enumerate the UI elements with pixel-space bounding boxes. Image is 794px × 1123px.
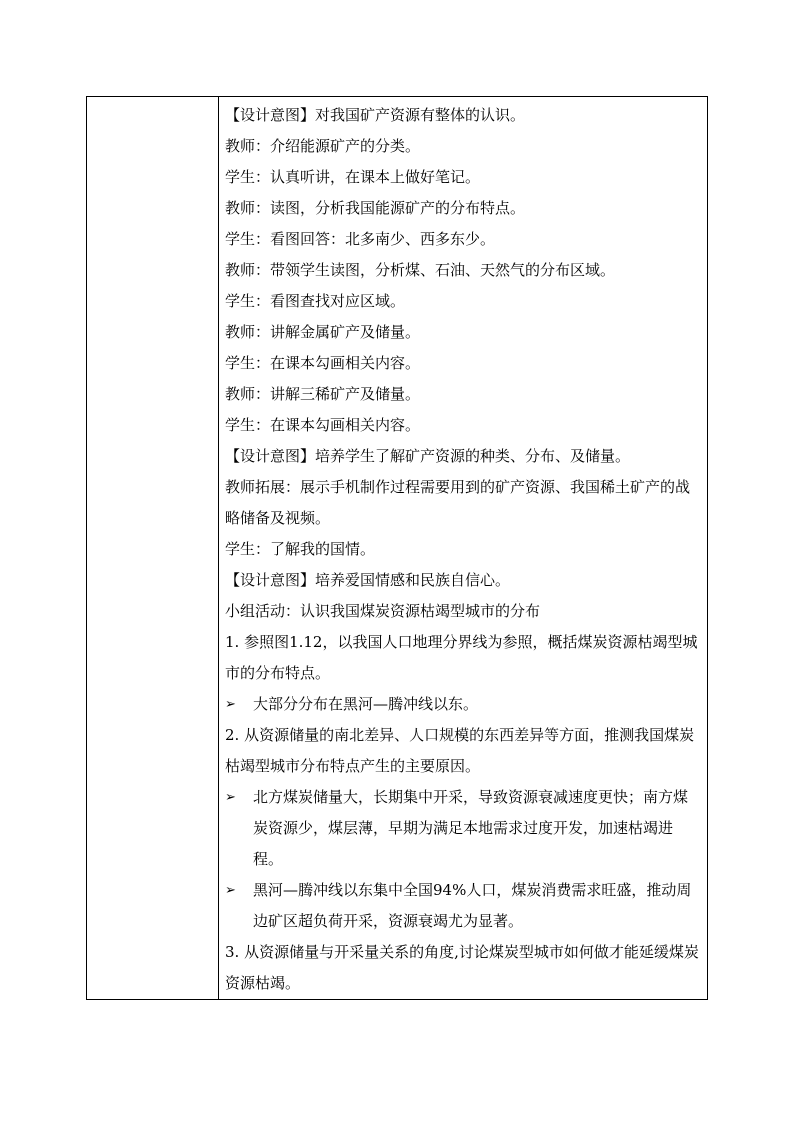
question-3: 3. 从资源储量与开采量关系的角度,讨论煤炭型城市如何做才能延缓煤炭资源枯竭。 [225,943,699,992]
answer-2-1 [225,782,699,875]
group-activity-title: 小组活动：认识我国煤炭资源枯竭型城市的分布 [225,602,541,620]
question-1: 1. 参照图1.12，以我国人口地理分界线为参照，概括煤炭资源枯竭型城市的分布特点。 [225,633,698,682]
table-row [87,97,708,1000]
student-line: 学生：在课本勾画相关内容。 [225,354,421,372]
teacher-line: 教师：讲解三稀矿产及储量。 [225,385,421,403]
teacher-line: 教师：带领学生读图，分析煤、石油、天然气的分布区域。 [225,261,616,279]
student-line: 学生：在课本勾画相关内容。 [225,416,421,434]
student-line: 学生：了解我的国情。 [225,540,376,558]
student-line: 学生：看图回答：北多南少、西多东少。 [225,230,496,248]
answer-2-2 [225,875,699,937]
student-line: 学生：认真听讲，在课本上做好笔记。 [225,168,481,186]
teacher-line: 教师：讲解金属矿产及储量。 [225,323,421,341]
answer-1 [225,689,699,720]
design-intent-2: 【设计意图】培养学生了解矿产资源的种类、分布、及储量。 [225,447,631,465]
answer-2-1-text: 北方煤炭储量大，长期集中开采，导致资源衰减速度更快；南方煤炭资源少，煤层薄，早期为满足本地需求过度开发，加速枯竭进程。 [253,788,689,868]
student-line: 学生：看图查找对应区域。 [225,292,406,310]
left-column-cell [87,97,219,1000]
bullet-arrow-icon: ➢ [225,697,236,712]
design-intent-1: 【设计意图】对我国矿产资源有整体的认识。 [225,106,526,124]
content-cell [219,97,708,1000]
bullet-arrow-icon: ➢ [225,790,236,805]
lesson-table [86,96,708,1000]
answer-2-2-text: 黑河—腾冲线以东集中全国94%人口，煤炭消费需求旺盛，推动周边矿区超负荷开采，资源衰竭尤为显著。 [253,881,692,930]
design-intent-3: 【设计意图】培养爱国情感和民族自信心。 [225,571,511,589]
bullet-arrow-icon: ➢ [225,883,236,898]
teacher-line: 教师：读图，分析我国能源矿产的分布特点。 [225,199,526,217]
question-2: 2. 从资源储量的南北差异、人口规模的东西差异等方面，推测我国煤炭枯竭型城市分布特点产生的主要原因。 [225,726,695,775]
answer-1-text: 大部分分布在黑河—腾冲线以东。 [253,695,479,713]
teacher-line: 教师：介绍能源矿产的分类。 [225,137,421,155]
teacher-extension: 教师拓展：展示手机制作过程需要用到的矿产资源、我国稀土矿产的战略储备及视频。 [225,478,691,527]
lesson-content [219,97,707,999]
